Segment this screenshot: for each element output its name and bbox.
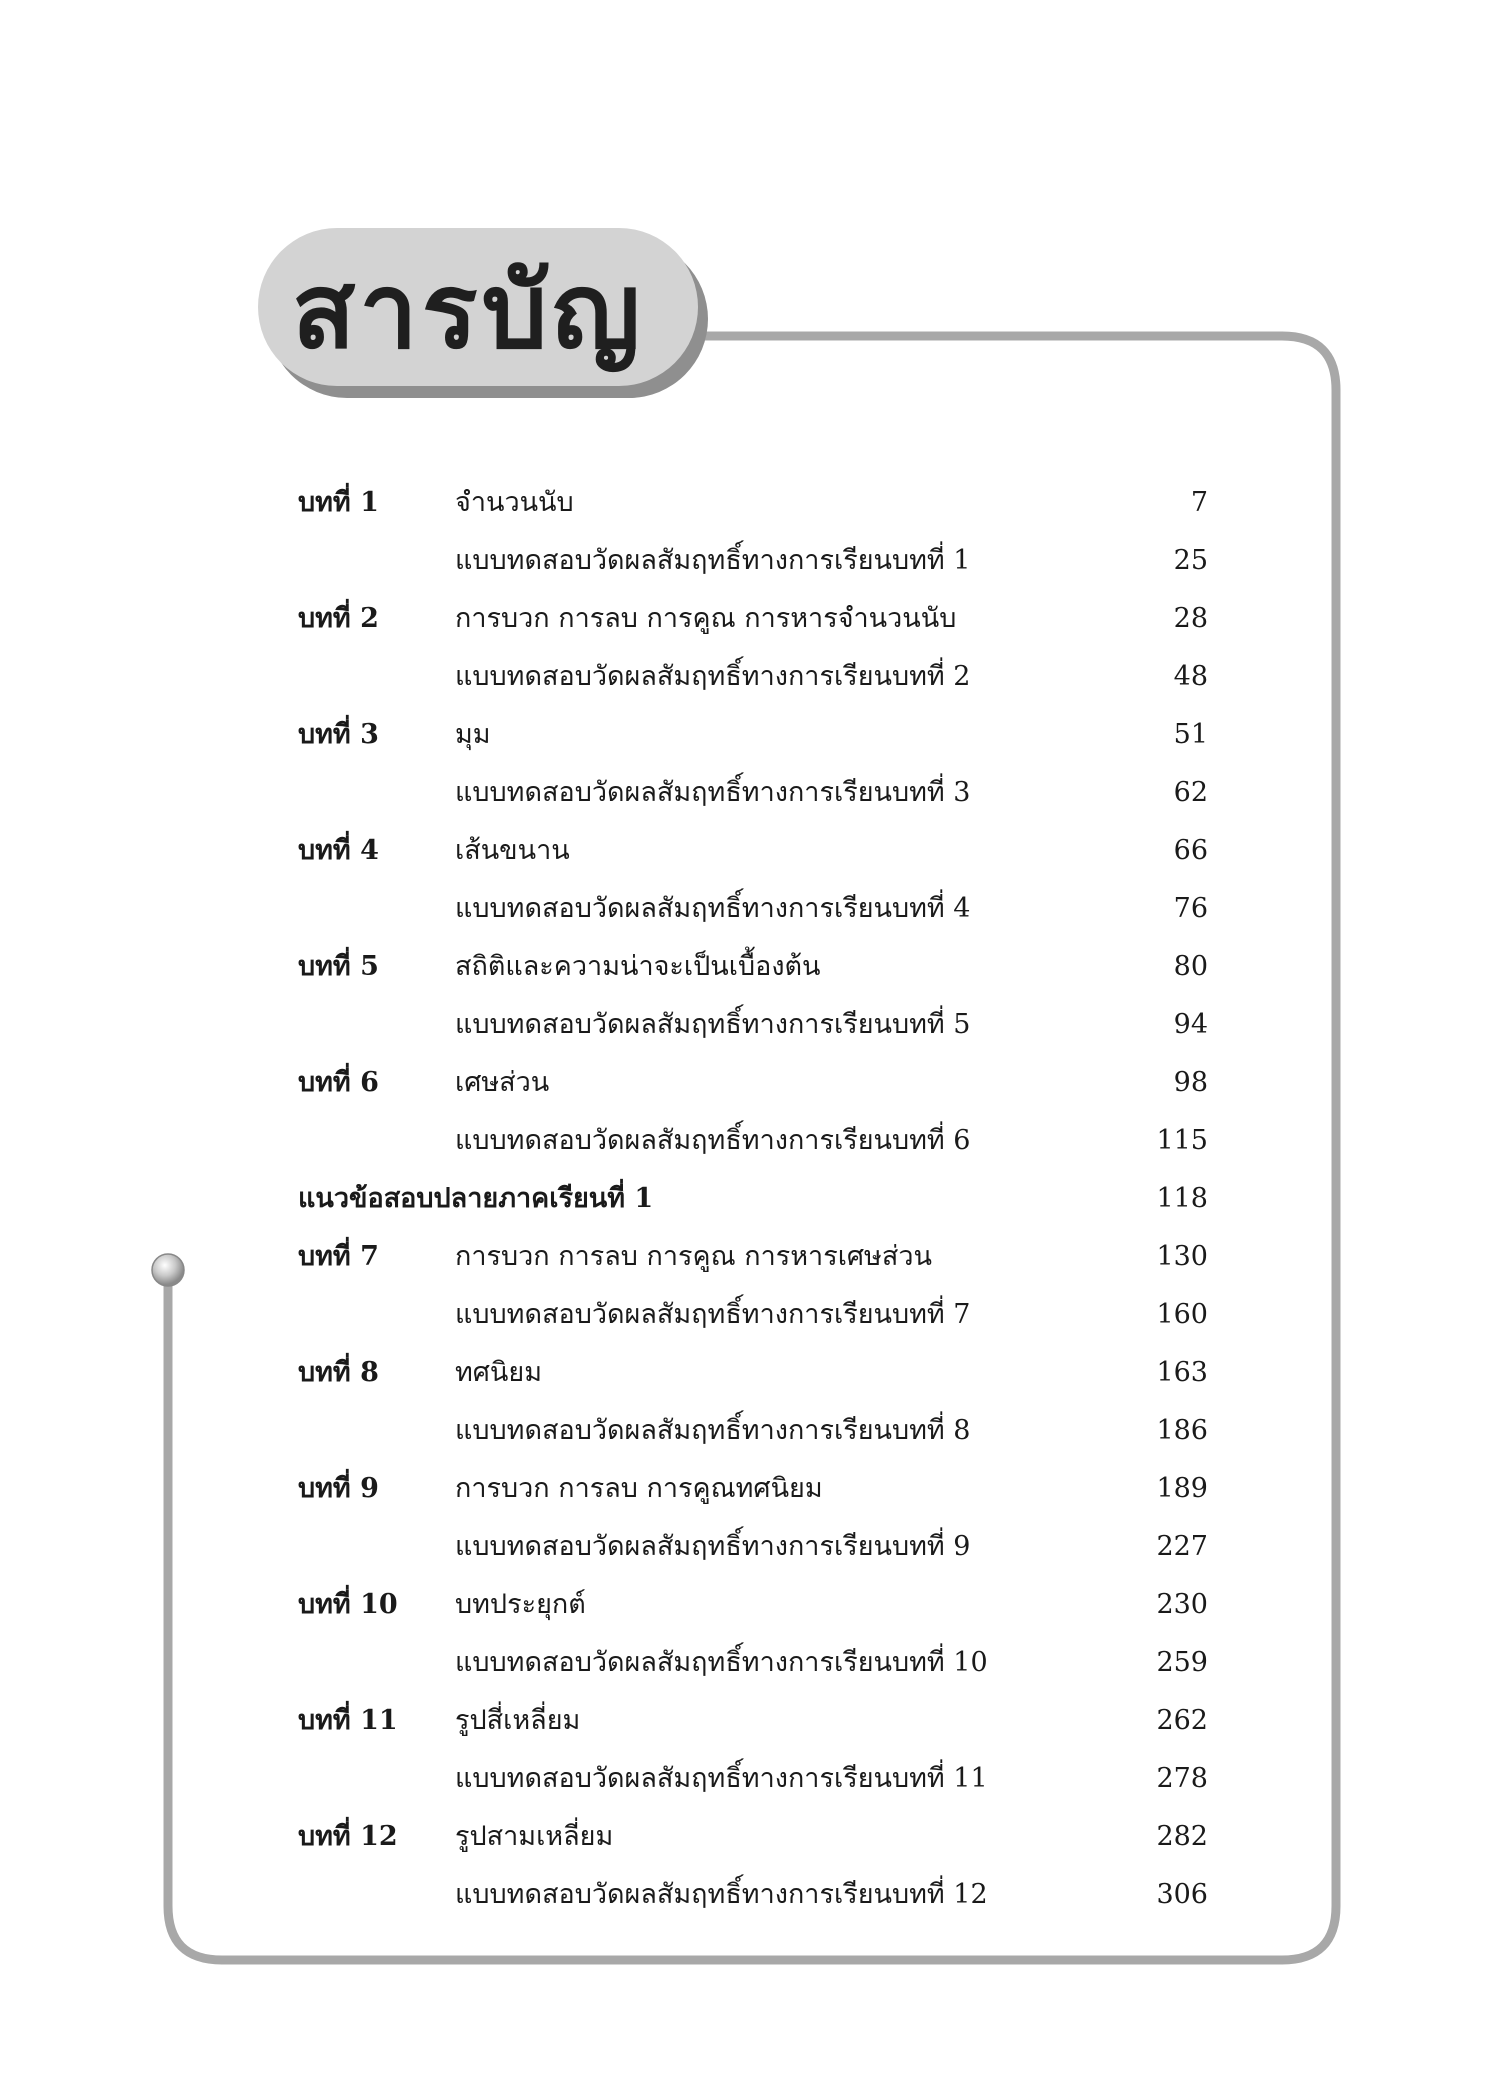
page-number: 28 [1173,603,1208,634]
chapter-label: บทที่ 7 [298,1241,379,1272]
chapter-title: ทศนิยม [455,1357,543,1388]
page-number: 98 [1173,1067,1208,1098]
page-number: 186 [1156,1415,1208,1446]
test-title: แบบทดสอบวัดผลสัมฤทธิ์ทางการเรียนบทที่ 4 [455,893,971,924]
chapter-title: รูปสามเหลี่ยม [455,1821,614,1852]
page-number: 7 [1190,487,1208,518]
toc-row [0,1695,1504,1747]
page-number: 189 [1156,1473,1208,1504]
test-title: แบบทดสอบวัดผลสัมฤทธิ์ทางการเรียนบทที่ 12 [455,1879,988,1910]
chapter-title: จำนวนนับ [455,487,574,518]
test-title: แบบทดสอบวัดผลสัมฤทธิ์ทางการเรียนบทที่ 11 [455,1763,988,1794]
toc-row [0,1637,1504,1689]
page-number: 25 [1173,545,1208,576]
toc-row [0,1231,1504,1283]
toc-row [0,477,1504,529]
test-title: แบบทดสอบวัดผลสัมฤทธิ์ทางการเรียนบทที่ 7 [455,1299,971,1330]
toc-row [0,941,1504,993]
toc-row [0,1869,1504,1921]
test-title: แบบทดสอบวัดผลสัมฤทธิ์ทางการเรียนบทที่ 8 [455,1415,971,1446]
toc-row [0,767,1504,819]
test-title: แบบทดสอบวัดผลสัมฤทธิ์ทางการเรียนบทที่ 2 [455,661,971,692]
page-number: 282 [1156,1821,1208,1852]
toc-row [0,1811,1504,1863]
toc-row [0,1115,1504,1167]
page-number: 262 [1156,1705,1208,1736]
toc-row [0,883,1504,935]
chapter-label: บทที่ 11 [298,1705,398,1736]
chapter-label: บทที่ 2 [298,603,379,634]
test-title: แบบทดสอบวัดผลสัมฤทธิ์ทางการเรียนบทที่ 3 [455,777,971,808]
chapter-label: บทที่ 6 [298,1067,379,1098]
chapter-label: บทที่ 12 [298,1821,398,1852]
toc-row [0,999,1504,1051]
chapter-label: บทที่ 1 [298,487,379,518]
page-number: 278 [1156,1763,1208,1794]
chapter-title: เศษส่วน [455,1067,550,1098]
toc-row [0,1347,1504,1399]
page-number: 76 [1173,893,1208,924]
toc-row [0,1057,1504,1109]
chapter-title: การบวก การลบ การคูณ การหารจำนวนนับ [455,603,957,634]
chapter-label: บทที่ 8 [298,1357,379,1388]
page-number: 259 [1156,1647,1208,1678]
test-title: แบบทดสอบวัดผลสัมฤทธิ์ทางการเรียนบทที่ 6 [455,1125,971,1156]
section-title: แนวข้อสอบปลายภาคเรียนที่ 1 [298,1183,654,1214]
test-title: แบบทดสอบวัดผลสัมฤทธิ์ทางการเรียนบทที่ 5 [455,1009,971,1040]
page-number: 306 [1156,1879,1208,1910]
page-number: 62 [1173,777,1208,808]
page-number: 130 [1156,1241,1208,1272]
chapter-title: การบวก การลบ การคูณทศนิยม [455,1473,823,1504]
toc-row [0,1521,1504,1573]
chapter-title: รูปสี่เหลี่ยม [455,1705,581,1736]
chapter-title: มุม [455,719,491,750]
toc-row [0,1579,1504,1631]
chapter-title: การบวก การลบ การคูณ การหารเศษส่วน [455,1241,932,1272]
page-number: 51 [1173,719,1208,750]
test-title: แบบทดสอบวัดผลสัมฤทธิ์ทางการเรียนบทที่ 1 [455,545,971,576]
toc-row [0,1289,1504,1341]
toc-row [0,535,1504,587]
page-title: สารบัญ [291,250,645,372]
toc-row [0,1173,1504,1225]
chapter-title: สถิติและความน่าจะเป็นเบื้องต้น [455,951,821,982]
page-number: 163 [1156,1357,1208,1388]
page-number: 48 [1173,661,1208,692]
toc-row [0,1405,1504,1457]
chapter-label: บทที่ 10 [298,1589,398,1620]
chapter-label: บทที่ 9 [298,1473,379,1504]
page-number: 118 [1156,1183,1208,1214]
page-number: 94 [1173,1009,1208,1040]
page-number: 115 [1156,1125,1208,1156]
page-number: 227 [1156,1531,1208,1562]
toc-row [0,1463,1504,1515]
chapter-title: เส้นขนาน [455,835,570,866]
toc-row [0,593,1504,645]
page-number: 160 [1156,1299,1208,1330]
chapter-title: บทประยุกต์ [455,1589,586,1620]
chapter-label: บทที่ 4 [298,835,379,866]
toc-row [0,709,1504,761]
test-title: แบบทดสอบวัดผลสัมฤทธิ์ทางการเรียนบทที่ 9 [455,1531,971,1562]
page-number: 66 [1173,835,1208,866]
test-title: แบบทดสอบวัดผลสัมฤทธิ์ทางการเรียนบทที่ 10 [455,1647,988,1678]
toc-row [0,825,1504,877]
toc-row [0,651,1504,703]
chapter-label: บทที่ 5 [298,951,379,982]
page-number: 80 [1173,951,1208,982]
chapter-label: บทที่ 3 [298,719,379,750]
toc-row [0,1753,1504,1805]
page-number: 230 [1156,1589,1208,1620]
